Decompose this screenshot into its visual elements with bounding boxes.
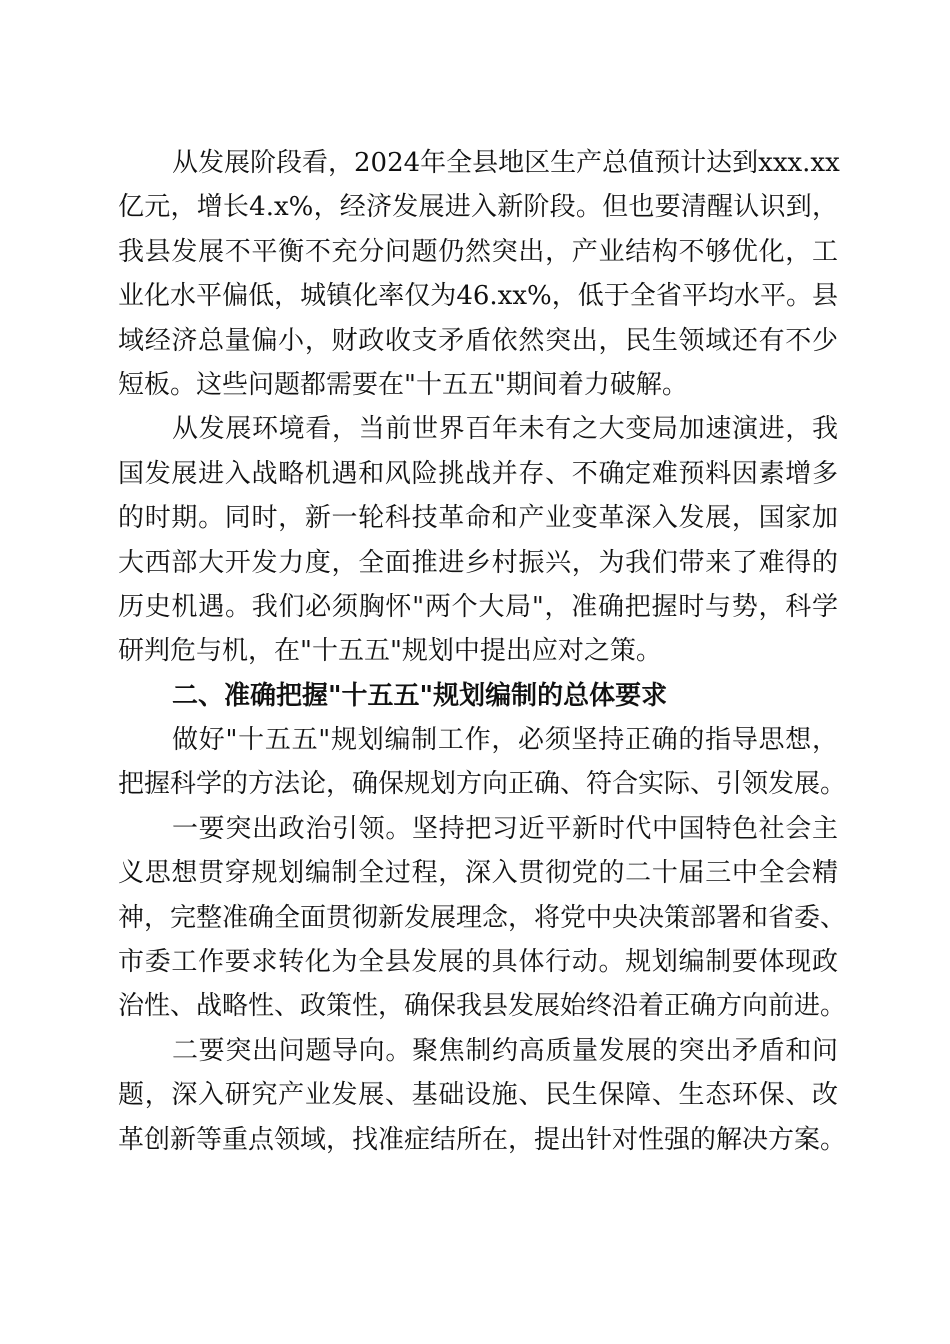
text-line: 二要突出问题导向。聚焦制约高质量发展的突出矛盾和问 [172, 1035, 838, 1066]
text-line: 大西部大开发力度，全面推进乡村振兴，为我们带来了难得的 [118, 547, 838, 578]
section-heading [118, 674, 838, 718]
document-page [118, 141, 847, 1162]
text-line: 历史机遇。我们必须胸怀"两个大局"，准确把握时与势，科学 [118, 591, 838, 622]
text-line: 一要突出政治引领。坚持把习近平新时代中国特色社会主 [172, 813, 838, 844]
heading-text: 二、准确把握"十五五"规划编制的总体要求 [172, 680, 668, 711]
text-line: 治性、战略性、政策性，确保我县发展始终沿着正确方向前进。 [118, 991, 847, 1022]
text-line: 题，深入研究产业发展、基础设施、民生保障、生态环保、改 [118, 1080, 838, 1111]
text-line: 从发展环境看，当前世界百年未有之大变局加速演进，我 [172, 414, 838, 445]
text-line: 研判危与机，在"十五五"规划中提出应对之策。 [118, 636, 662, 667]
paragraph [118, 718, 847, 807]
text-line: 做好"十五五"规划编制工作，必须坚持正确的指导思想， [172, 725, 838, 756]
text-line: 从发展阶段看，2024年全县地区生产总值预计达到xxx.xx [172, 148, 840, 178]
text-line: 义思想贯穿规划编制全过程，深入贯彻党的二十届三中全会精 [118, 858, 838, 889]
text-line: 的时期。同时，新一轮科技革命和产业变革深入发展，国家加 [118, 503, 838, 534]
text-line: 把握科学的方法论，确保规划方向正确、符合实际、引领发展。 [118, 769, 847, 800]
paragraph [118, 807, 847, 1029]
text-line: 革创新等重点领域，找准症结所在，提出针对性强的解决方案。 [118, 1124, 847, 1155]
paragraph [118, 141, 838, 407]
text-line: 我县发展不平衡不充分问题仍然突出，产业结构不够优化，工 [118, 236, 838, 267]
text-line: 国发展进入战略机遇和风险挑战并存、不确定难预料因素增多 [118, 458, 838, 489]
text-line: 市委工作要求转化为全县发展的具体行动。规划编制要体现政 [118, 947, 838, 978]
paragraph [118, 1029, 847, 1162]
text-line: 短板。这些问题都需要在"十五五"期间着力破解。 [118, 369, 688, 400]
text-line: 域经济总量偏小，财政收支矛盾依然突出，民生领域还有不少 [118, 325, 838, 356]
text-line: 神，完整准确全面贯彻新发展理念，将党中央决策部署和省委、 [118, 902, 847, 933]
text-line: 业化水平偏低，城镇化率仅为46.xx%，低于全省平均水平。县 [118, 281, 838, 312]
text-line: 亿元，增长4.x%，经济发展进入新阶段。但也要清醒认识到， [118, 192, 838, 223]
paragraph [118, 407, 838, 673]
